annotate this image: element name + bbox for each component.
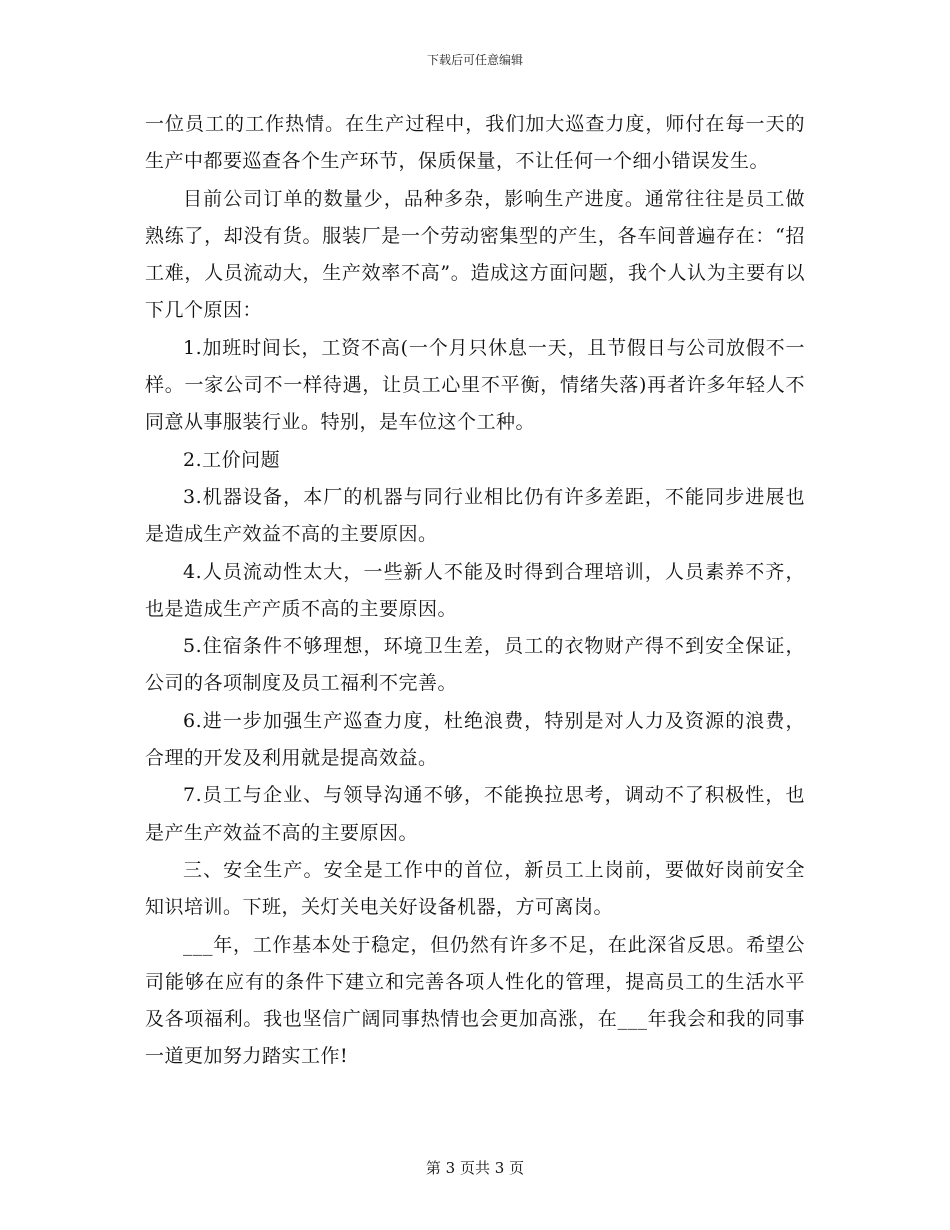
paragraph-order-issues: 目前公司订单的数量少，品种多杂，影响生产进度。通常往往是员工做熟练了，却没有货。服装厂是一个劳动密集型的产生，各车间普遍存在：“招工难，人员流动大，生产效率不高”。造成这方面问题，我个人认为主要有以下几个原因： — [145, 187, 805, 322]
list-item-1: 1.加班时间长，工资不高(一个月只休息一天，且节假日与公司放假不一样。一家公司不一样待遇，让员工心里不平衡，情绪失落)再者许多年轻人不同意从事服装行业。特别，是车位这个工种。 — [145, 336, 805, 434]
document-body — [145, 106, 805, 1076]
list-item-7: 7.员工与企业、与领导沟通不够，不能换拉思考，调动不了积极性，也是产生产效益不高的主要原因。 — [145, 784, 805, 844]
paragraph-safety: 三、安全生产。安全是工作中的首位，新员工上岗前，要做好岗前安全知识培训。下班，关灯关电关好设备机器，方可离岗。 — [145, 858, 805, 919]
list-item-6: 6.进一步加强生产巡查力度，杜绝浪费，特别是对人力及资源的浪费，合理的开发及利用就是提高效益。 — [145, 709, 805, 770]
page-footer: 第 3 页共 3 页 — [425, 1159, 525, 1177]
page-header: 下载后可任意编辑 — [426, 53, 523, 67]
list-item-4: 4.人员流动性太大，一些新人不能及时得到合理培训，人员素养不齐，也是造成生产产质不高的主要原因。 — [145, 560, 805, 620]
list-item-2: 2.工价问题 — [183, 448, 281, 471]
paragraph-conclusion: ___年，工作基本处于稳定，但仍然有许多不足，在此深省反思。希望公司能够在应有的条件下建立和完善各项人性化的管理，提高员工的生活水平及各项福利。我也坚信广阔同事热情也会更加高涨，在___年我会和我的同事一道更加努力踏实工作! — [145, 933, 805, 1068]
list-item-5: 5.住宿条件不够理想，环境卫生差，员工的衣物财产得不到安全保证，公司的各项制度及员工福利不完善。 — [145, 635, 805, 695]
list-item-3: 3.机器设备，本厂的机器与同行业相比仍有许多差距，不能同步进展也是造成生产效益不高的主要原因。 — [145, 485, 805, 546]
paragraph-continuation: 一位员工的工作热情。在生产过程中，我们加大巡查力度，师付在每一天的生产中都要巡查各个生产环节，保质保量，不让任何一个细小错误发生。 — [145, 113, 805, 173]
